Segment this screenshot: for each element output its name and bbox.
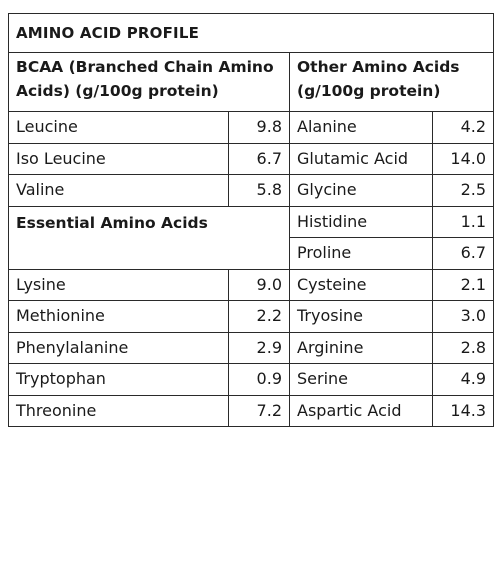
amino-acid-name: Valine <box>9 175 229 207</box>
table-row <box>9 112 494 144</box>
table-row <box>9 364 494 396</box>
amino-acid-name: Lysine <box>9 269 229 301</box>
amino-acid-value: 9.8 <box>229 112 290 144</box>
amino-acid-value: 7.2 <box>229 395 290 427</box>
table-title: AMINO ACID PROFILE <box>9 14 494 53</box>
amino-acid-value: 6.7 <box>433 238 494 270</box>
amino-acid-value: 4.2 <box>433 112 494 144</box>
table-row <box>9 175 494 207</box>
amino-acid-name: Serine <box>290 364 433 396</box>
essential-amino-acids-heading: Essential Amino Acids <box>9 206 290 269</box>
table-row <box>9 301 494 333</box>
amino-acid-name: Alanine <box>290 112 433 144</box>
table-header-row <box>9 53 494 112</box>
amino-acid-value: 9.0 <box>229 269 290 301</box>
amino-acid-value: 4.9 <box>433 364 494 396</box>
table-title-row <box>9 14 494 53</box>
amino-acid-value: 6.7 <box>229 143 290 175</box>
bcaa-heading: BCAA (Branched Chain Amino Acids) (g/100g protein) <box>9 53 290 112</box>
amino-acid-name: Phenylalanine <box>9 332 229 364</box>
table-row <box>9 269 494 301</box>
amino-acid-value: 2.5 <box>433 175 494 207</box>
amino-acid-value: 2.1 <box>433 269 494 301</box>
table-row <box>9 206 494 238</box>
other-amino-acids-heading: Other Amino Acids (g/100g protein) <box>290 53 494 112</box>
amino-acid-name: Cysteine <box>290 269 433 301</box>
amino-acid-value: 2.9 <box>229 332 290 364</box>
amino-acid-value: 0.9 <box>229 364 290 396</box>
amino-acid-name: Tryosine <box>290 301 433 333</box>
amino-acid-profile-table <box>8 13 494 427</box>
amino-acid-name: Iso Leucine <box>9 143 229 175</box>
amino-acid-value: 14.0 <box>433 143 494 175</box>
amino-acid-value: 5.8 <box>229 175 290 207</box>
amino-acid-value: 1.1 <box>433 206 494 238</box>
amino-acid-value: 2.2 <box>229 301 290 333</box>
amino-acid-name: Histidine <box>290 206 433 238</box>
amino-acid-name: Glycine <box>290 175 433 207</box>
table-row <box>9 143 494 175</box>
table-row <box>9 395 494 427</box>
amino-acid-value: 3.0 <box>433 301 494 333</box>
amino-acid-name: Arginine <box>290 332 433 364</box>
amino-acid-name: Threonine <box>9 395 229 427</box>
amino-acid-name: Leucine <box>9 112 229 144</box>
amino-acid-value: 2.8 <box>433 332 494 364</box>
amino-acid-value: 14.3 <box>433 395 494 427</box>
table-row <box>9 332 494 364</box>
amino-acid-name: Glutamic Acid <box>290 143 433 175</box>
amino-acid-name: Proline <box>290 238 433 270</box>
amino-acid-name: Tryptophan <box>9 364 229 396</box>
amino-acid-name: Methionine <box>9 301 229 333</box>
amino-acid-name: Aspartic Acid <box>290 395 433 427</box>
